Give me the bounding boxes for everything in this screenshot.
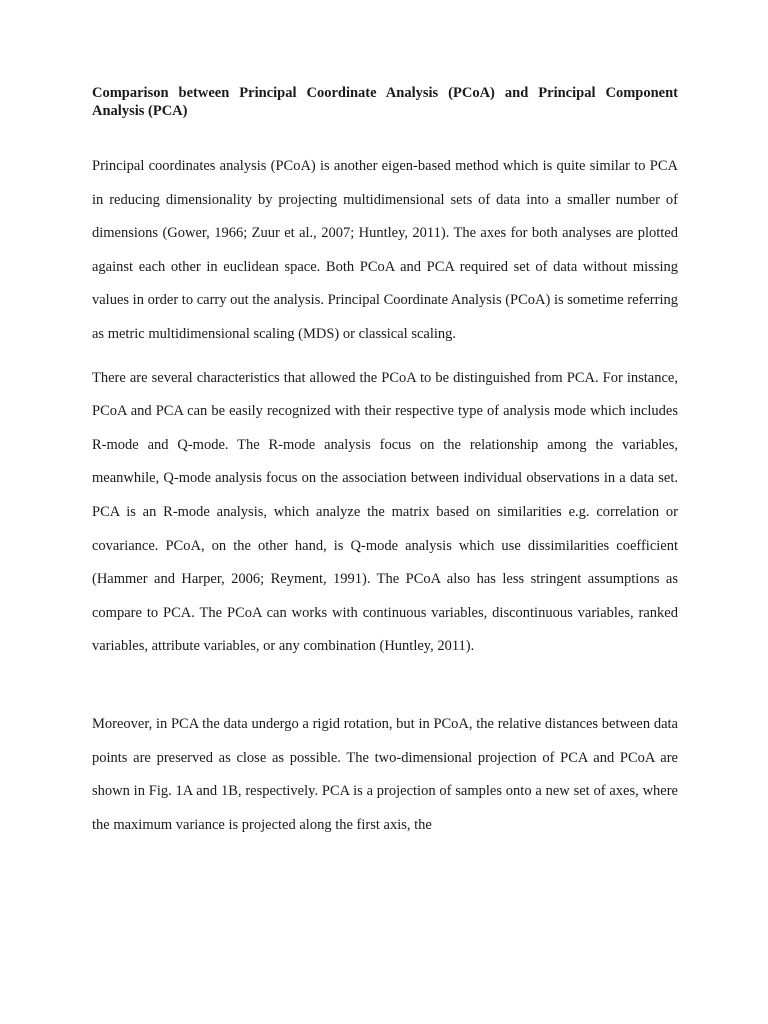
document-title: Comparison between Principal Coordinate Analysis (PCoA) and Principal Component Analysis (PCA) — [92, 85, 678, 119]
document-body — [92, 84, 678, 842]
paragraph-pcoa-intro: Principal coordinates analysis (PCoA) is another eigen-based method which is quite similar to PCA in reducing dimensionality by projecting multidimensional sets of data into a smaller number of dimensions (Gower, 1966; Zuur et al., 2007; Huntley, 2011). The axes for both analyses are plotted against each other in euclidean space. Both PCoA and PCA required set of data without missing values in order to carry out the analysis. Principal Coordinate Analysis (PCoA) is sometime referring as metric multidimensional scaling (MDS) or classical scaling. — [92, 158, 678, 342]
paragraph-characteristics: There are several characteristics that allowed the PCoA to be distinguished from PCA. For instance, PCoA and PCA can be easily recognized with their respective type of analysis mode which includes R-mode and Q-mode. The R-mode analysis focus on the relationship among the variables, meanwhile, Q-mode analysis focus on the association between individual observations in a data set. PCA is an R-mode analysis, which analyze the matrix based on similarities e.g. correlation or covariance. PCoA, on the other hand, is Q-mode analysis which use dissimilarities coefficient (Hammer and Harper, 2006; Reyment, 1991). The PCoA also has less stringent assumptions as compare to PCA. The PCoA can works with continuous variables, discontinuous variables, ranked variables, attribute variables, or any combination (Huntley, 2011). — [92, 369, 678, 655]
paragraph-rotation: Moreover, in PCA the data undergo a rigid rotation, but in PCoA, the relative distances between data points are preserved as close as possible. The two-dimensional projection of PCA and PCoA are shown in Fig. 1A and 1B, respectively. PCA is a projection of samples onto a new set of axes, where the maximum variance is projected along the first axis, the — [92, 715, 678, 833]
